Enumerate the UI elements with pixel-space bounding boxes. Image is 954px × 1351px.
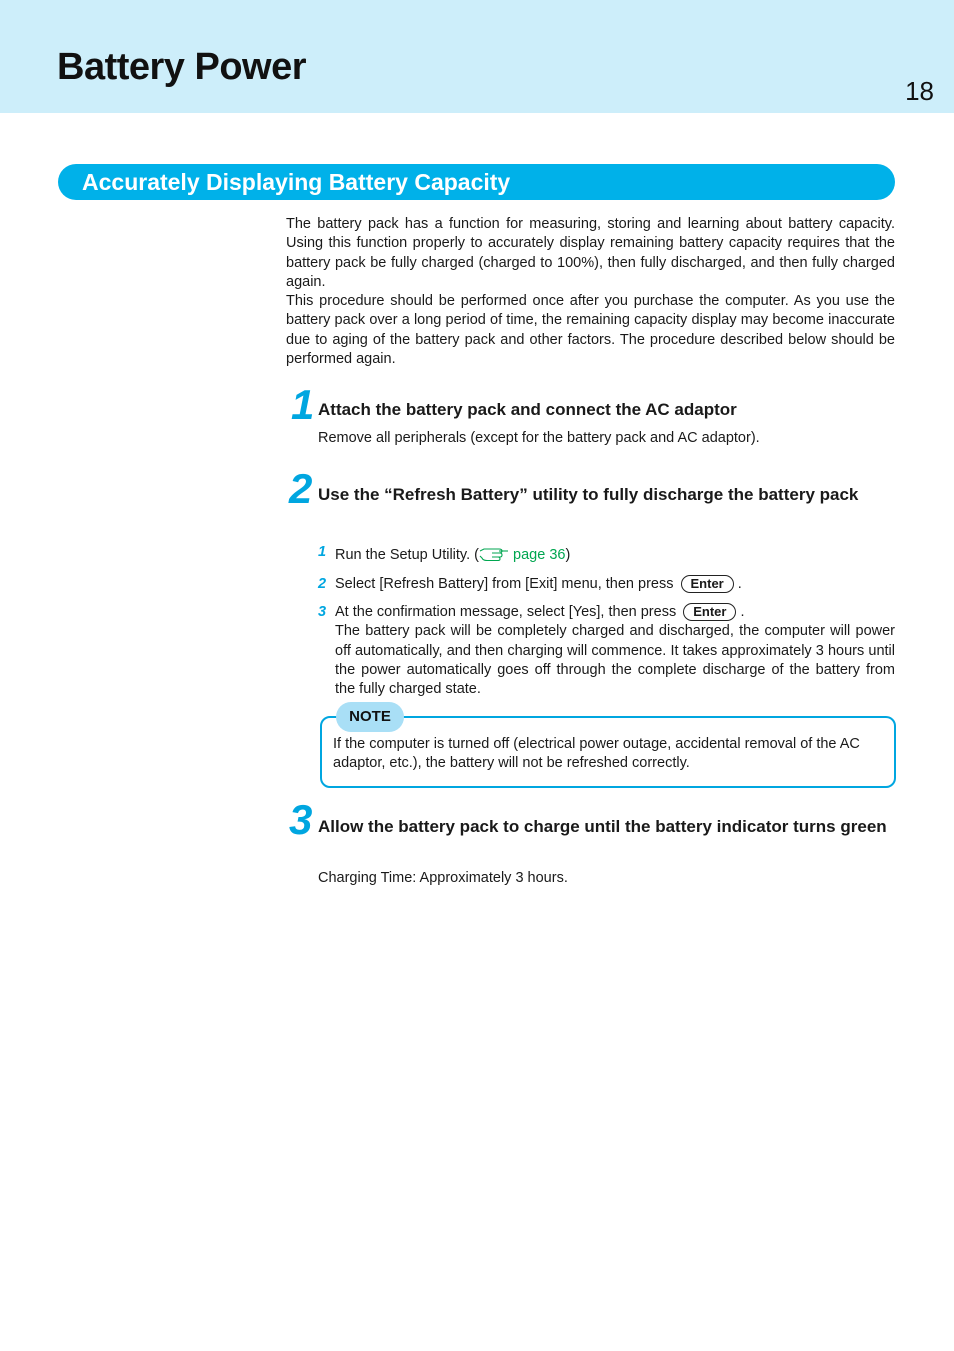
substep-3-detail: The battery pack will be completely charged and discharged, the computer will power off automatically, and then charging will commence. It takes approximately 3 hours until the power automatically goes off through the complete discharge of the battery from the fully charged state. bbox=[335, 623, 895, 698]
note-text: If the computer is turned off (electrical power outage, accidental removal of the AC adaptor, etc.), the battery will not be refreshed correctly. bbox=[333, 736, 860, 772]
section-title: Accurately Displaying Battery Capacity bbox=[82, 169, 511, 195]
step-3-heading: Allow the battery pack to charge until the battery indicator turns green bbox=[318, 817, 887, 836]
note-label: NOTE bbox=[336, 702, 404, 732]
step-2-number: 2 bbox=[289, 465, 313, 512]
pointing-hand-icon bbox=[479, 543, 509, 567]
enter-key-icon: Enter bbox=[681, 575, 734, 593]
page-number: 18 bbox=[905, 76, 934, 106]
page-title: Battery Power bbox=[57, 46, 307, 88]
substep-3-number: 3 bbox=[318, 604, 327, 620]
page-header bbox=[0, 0, 954, 113]
substep-3-text: At the confirmation message, select [Yes], then press bbox=[335, 604, 677, 620]
substep-2-number: 2 bbox=[318, 576, 327, 592]
step-3-body: Charging Time: Approximately 3 hours. bbox=[318, 870, 568, 886]
substep-2-text: Select [Refresh Battery] from [Exit] menu, then press bbox=[335, 576, 674, 592]
step-1-body: Remove all peripherals (except for the battery pack and AC adaptor). bbox=[318, 430, 760, 446]
step-1-heading: Attach the battery pack and connect the AC adaptor bbox=[318, 400, 737, 419]
substep-1-text: Run the Setup Utility. ( bbox=[335, 546, 479, 563]
enter-key-icon: Enter bbox=[683, 603, 736, 621]
intro-paragraph-1: The battery pack has a function for measuring, storing and learning about battery capacity. Using this function properly to accurately display remaining battery capacity requires that the battery pack be fully charged (charged to 100%), then fully discharged, and then fully charged again. bbox=[286, 216, 895, 290]
step-2-heading: Use the “Refresh Battery” utility to fully discharge the battery pack bbox=[318, 485, 859, 504]
section-header-bar bbox=[58, 164, 895, 200]
step-1-number: 1 bbox=[291, 381, 315, 428]
substep-1-number: 1 bbox=[318, 544, 327, 560]
intro-text bbox=[286, 215, 895, 369]
step-3-number: 3 bbox=[289, 796, 313, 843]
intro-paragraph-2: This procedure should be performed once after you purchase the computer. As you use the battery pack over a long period of time, the remaining capacity display may become inaccurate due to aging of the battery pack and other factors. The procedure described below should be performed again. bbox=[286, 293, 895, 368]
page-36-link[interactable]: page 36 bbox=[513, 546, 566, 563]
